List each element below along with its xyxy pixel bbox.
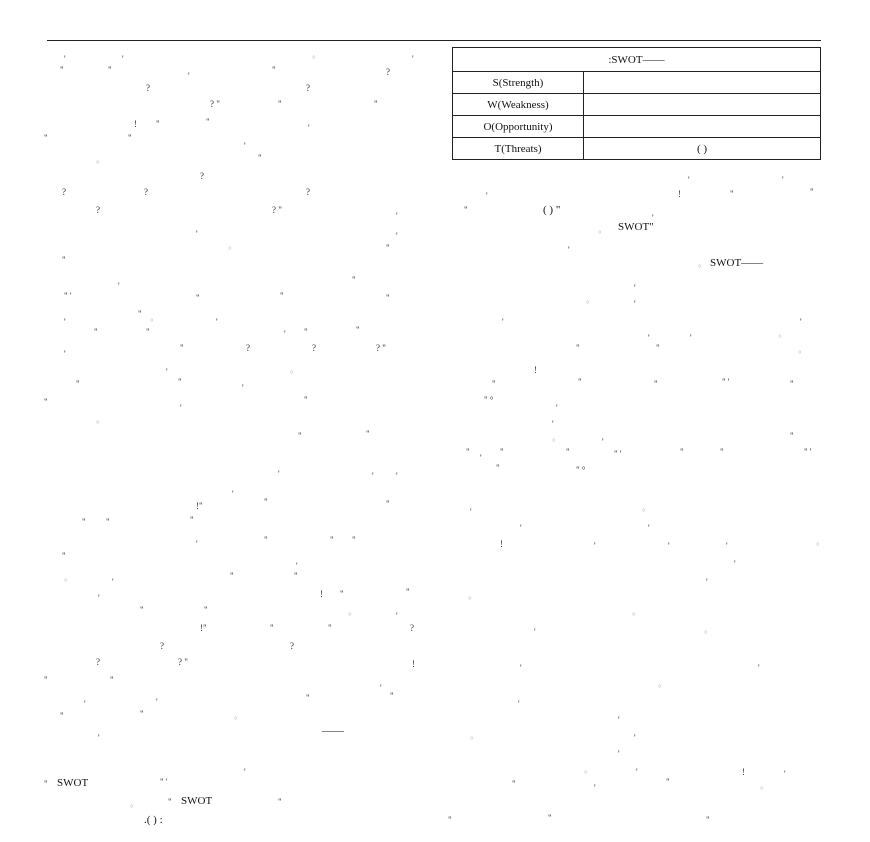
noise-mark: ' xyxy=(784,769,786,779)
noise-mark: ' xyxy=(602,437,604,447)
noise-mark: ' xyxy=(534,627,536,637)
noise-mark: " xyxy=(406,587,410,597)
noise-mark: ! xyxy=(500,539,503,549)
noise-mark: " xyxy=(680,447,684,457)
noise-mark: ' xyxy=(706,577,708,587)
noise-mark: ' xyxy=(480,453,482,463)
noise-mark: ' xyxy=(734,559,736,569)
noise-mark: " xyxy=(492,379,496,389)
noise-mark: " xyxy=(44,133,48,143)
swot-dash-text: SWOT—— xyxy=(710,257,764,269)
noise-mark: " xyxy=(706,815,710,825)
noise-mark: ° xyxy=(96,419,100,429)
noise-mark: ? xyxy=(96,205,100,215)
noise-mark: " xyxy=(578,377,582,387)
noise-mark: ' xyxy=(634,299,636,309)
noise-mark: " xyxy=(264,497,268,507)
paren-bottom-text: .( ) : xyxy=(144,814,163,826)
noise-mark: ' xyxy=(690,333,692,343)
noise-mark: ' xyxy=(594,783,596,793)
noise-mark: ' xyxy=(568,245,570,255)
noise-mark: ' xyxy=(648,523,650,533)
noise-mark: " xyxy=(110,675,114,685)
noise-mark: ' xyxy=(380,683,382,693)
noise-mark: ° xyxy=(234,715,238,725)
noise-mark: " xyxy=(270,623,274,633)
noise-mark: ' xyxy=(556,403,558,413)
noise-mark: " xyxy=(352,535,356,545)
noise-mark: " xyxy=(656,343,660,353)
noise-mark: " xyxy=(306,693,310,703)
noise-mark: " xyxy=(500,447,504,457)
noise-mark: ? xyxy=(410,623,414,633)
noise-mark: " xyxy=(328,623,332,633)
noise-mark: " xyxy=(94,327,98,337)
noise-mark: ' xyxy=(242,383,244,393)
noise-mark: " xyxy=(386,499,390,509)
noise-mark: " xyxy=(44,779,48,789)
noise-mark: ° xyxy=(584,769,588,779)
noise-mark: ? xyxy=(160,641,164,651)
noise-mark: ' xyxy=(64,349,66,359)
swot-table-title: :SWOT—— xyxy=(453,48,821,72)
noise-mark: " xyxy=(44,397,48,407)
noise-mark: " xyxy=(790,431,794,441)
noise-mark: " xyxy=(60,65,64,75)
noise-mark: ° xyxy=(816,541,820,551)
noise-mark: ' xyxy=(396,611,398,621)
noise-mark: ' xyxy=(412,54,414,64)
noise-mark: " ' xyxy=(614,449,622,459)
noise-mark: " xyxy=(654,379,658,389)
noise-mark: " xyxy=(340,589,344,599)
swot-table xyxy=(452,47,821,160)
noise-mark: " xyxy=(790,379,794,389)
noise-mark: ' xyxy=(396,211,398,221)
noise-mark: " xyxy=(206,117,210,127)
noise-mark: " ' xyxy=(64,291,72,301)
noise-mark: ' xyxy=(618,715,620,725)
noise-mark: ? " xyxy=(178,657,188,667)
noise-mark: " xyxy=(190,515,194,525)
noise-mark: " xyxy=(280,291,284,301)
noise-mark: ! xyxy=(320,589,323,599)
noise-mark: " xyxy=(374,99,378,109)
noise-mark: " xyxy=(386,243,390,253)
noise-mark: ' xyxy=(636,767,638,777)
noise-mark: ' xyxy=(308,123,310,133)
swot-row-threats xyxy=(453,138,821,160)
noise-mark: ' xyxy=(726,541,728,551)
noise-mark: ! xyxy=(678,189,681,199)
noise-mark: " xyxy=(548,813,552,823)
swot-value-weakness xyxy=(584,94,821,116)
noise-mark: " xyxy=(304,395,308,405)
noise-mark: " xyxy=(810,187,814,197)
noise-mark: ' xyxy=(98,733,100,743)
noise-mark: ' xyxy=(232,489,234,499)
noise-mark: " xyxy=(146,327,150,337)
noise-mark: " xyxy=(178,377,182,387)
noise-mark: !" xyxy=(200,623,207,633)
noise-mark: " xyxy=(76,379,80,389)
noise-mark: ' xyxy=(296,561,298,571)
noise-mark: ? xyxy=(306,187,310,197)
swot-quote-text: SWOT" xyxy=(618,221,654,233)
noise-mark: ' xyxy=(758,663,760,673)
noise-mark: ' xyxy=(396,231,398,241)
noise-mark: ° xyxy=(598,229,602,239)
noise-mark: ' xyxy=(84,699,86,709)
noise-mark: ° xyxy=(130,803,134,813)
noise-mark: ' xyxy=(64,54,66,64)
swot-left-text: SWOT xyxy=(57,777,89,789)
noise-mark: " xyxy=(356,325,360,335)
noise-mark: ° xyxy=(632,611,636,621)
noise-mark: !" xyxy=(196,501,203,511)
top-rule xyxy=(47,40,821,41)
noise-mark: ' xyxy=(502,317,504,327)
noise-mark: ° xyxy=(698,263,702,273)
dash-mid-text: —— xyxy=(322,725,344,737)
noise-mark: ' xyxy=(668,541,670,551)
noise-mark: ' xyxy=(244,767,246,777)
swot-row-strength xyxy=(453,72,821,94)
noise-mark: ' xyxy=(372,471,374,481)
swot-left-text-2: SWOT xyxy=(181,795,213,807)
noise-mark: " xyxy=(330,535,334,545)
noise-mark: ? xyxy=(146,83,150,93)
noise-mark: ' xyxy=(196,229,198,239)
noise-mark: ' xyxy=(156,697,158,707)
noise-mark: " xyxy=(140,605,144,615)
noise-mark: " xyxy=(464,205,468,215)
swot-table-title-row xyxy=(453,48,821,72)
noise-mark: ? xyxy=(246,343,250,353)
swot-row-opportunity xyxy=(453,116,821,138)
noise-mark: " xyxy=(156,119,160,129)
noise-mark: " xyxy=(294,571,298,581)
noise-mark: ° xyxy=(552,437,556,447)
noise-mark: ? xyxy=(62,187,66,197)
noise-mark: " xyxy=(448,815,452,825)
noise-mark: ? xyxy=(312,343,316,353)
noise-mark: ' xyxy=(486,191,488,201)
swot-value-strength xyxy=(584,72,821,94)
noise-mark: ? " xyxy=(210,99,220,109)
noise-mark: ° xyxy=(586,299,590,309)
noise-mark: " xyxy=(730,189,734,199)
noise-mark: ? xyxy=(290,641,294,651)
noise-mark: ' xyxy=(618,749,620,759)
noise-mark: " ° xyxy=(576,465,586,475)
noise-mark: " xyxy=(666,777,670,787)
noise-mark: " xyxy=(128,133,132,143)
noise-mark: ' xyxy=(112,577,114,587)
noise-mark: ' xyxy=(64,317,66,327)
noise-mark: " xyxy=(180,343,184,353)
noise-mark: " xyxy=(366,429,370,439)
noise-mark: " ° xyxy=(484,395,494,405)
noise-mark: " xyxy=(230,571,234,581)
swot-value-threats: ( ) xyxy=(584,138,821,160)
noise-mark: ° xyxy=(290,369,294,379)
noise-mark: ' xyxy=(800,317,802,327)
noise-mark: ° xyxy=(468,595,472,605)
noise-mark: " xyxy=(566,447,570,457)
noise-mark: " xyxy=(466,447,470,457)
noise-mark: " xyxy=(390,691,394,701)
swot-label-weakness: W(Weakness) xyxy=(453,94,584,116)
swot-value-opportunity xyxy=(584,116,821,138)
noise-mark: ? xyxy=(144,187,148,197)
noise-mark: ° xyxy=(150,317,154,327)
noise-mark: ' xyxy=(518,699,520,709)
noise-mark: ' xyxy=(98,593,100,603)
noise-mark: " xyxy=(106,517,110,527)
noise-mark: " xyxy=(196,293,200,303)
noise-mark: ' xyxy=(782,175,784,185)
noise-mark: " xyxy=(168,797,172,807)
noise-mark: " xyxy=(298,431,302,441)
noise-mark: " xyxy=(108,65,112,75)
noise-mark: " xyxy=(278,99,282,109)
noise-mark: ' xyxy=(688,175,690,185)
noise-mark: " xyxy=(278,797,282,807)
noise-mark: ' xyxy=(122,54,124,64)
noise-mark: ' xyxy=(244,141,246,151)
noise-mark: ' xyxy=(284,329,286,339)
noise-mark: ° xyxy=(642,507,646,517)
noise-mark: ° xyxy=(760,785,764,795)
noise-mark: ' xyxy=(652,213,654,223)
noise-mark: ° xyxy=(228,245,232,255)
noise-mark: " xyxy=(258,153,262,163)
noise-mark: ' xyxy=(594,541,596,551)
noise-mark: ? xyxy=(386,67,390,77)
noise-mark: ' xyxy=(520,523,522,533)
noise-mark: ! xyxy=(412,659,415,669)
noise-mark: ° xyxy=(704,629,708,639)
noise-mark: ° xyxy=(778,333,782,343)
noise-mark: ' xyxy=(520,663,522,673)
noise-mark: ' xyxy=(278,469,280,479)
swot-label-strength: S(Strength) xyxy=(453,72,584,94)
noise-mark: " ' xyxy=(722,377,730,387)
noise-mark: ' xyxy=(180,403,182,413)
noise-mark: ' xyxy=(396,471,398,481)
noise-mark: " xyxy=(272,65,276,75)
noise-mark: ° xyxy=(348,611,352,621)
noise-mark: ' xyxy=(118,281,120,291)
noise-mark: " xyxy=(576,343,580,353)
noise-mark: " ' xyxy=(804,447,812,457)
noise-mark: ' xyxy=(196,539,198,549)
noise-mark: ° xyxy=(798,349,802,359)
noise-mark: ? xyxy=(96,657,100,667)
noise-mark: " xyxy=(82,517,86,527)
noise-mark: ' xyxy=(648,333,650,343)
noise-mark: ° xyxy=(64,577,68,587)
noise-mark: " xyxy=(140,709,144,719)
noise-mark: " ' xyxy=(160,777,168,787)
noise-mark: ' xyxy=(216,317,218,327)
noise-mark: ! xyxy=(534,365,537,375)
noise-mark: ? " xyxy=(272,205,282,215)
noise-mark: " xyxy=(62,255,66,265)
noise-mark: " xyxy=(264,535,268,545)
swot-label-opportunity: O(Opportunity) xyxy=(453,116,584,138)
noise-mark: " xyxy=(386,293,390,303)
noise-mark: " xyxy=(44,675,48,685)
noise-mark: ' xyxy=(634,733,636,743)
noise-mark: " xyxy=(496,463,500,473)
noise-mark: ? " xyxy=(376,343,386,353)
noise-mark: ? xyxy=(200,171,204,181)
noise-mark: ! xyxy=(134,119,137,129)
paren-right-text: ( ) " xyxy=(543,204,561,216)
noise-mark: " xyxy=(138,309,142,319)
noise-mark: " xyxy=(352,275,356,285)
noise-mark: ° xyxy=(96,159,100,169)
noise-mark: " xyxy=(720,447,724,457)
swot-row-weakness xyxy=(453,94,821,116)
noise-mark: " xyxy=(304,327,308,337)
noise-mark: " xyxy=(60,711,64,721)
noise-mark: ' xyxy=(166,367,168,377)
noise-mark: " xyxy=(204,605,208,615)
noise-mark: ° xyxy=(658,683,662,693)
noise-mark: ' xyxy=(552,419,554,429)
noise-mark: " xyxy=(62,551,66,561)
noise-mark: ° xyxy=(470,735,474,745)
noise-mark: ' xyxy=(634,283,636,293)
noise-mark: ° xyxy=(312,54,316,64)
noise-mark: ' xyxy=(470,507,472,517)
noise-mark: ? xyxy=(306,83,310,93)
noise-mark: " xyxy=(512,779,516,789)
noise-mark: ! xyxy=(742,767,745,777)
swot-label-threats: T(Threats) xyxy=(453,138,584,160)
noise-mark: ' xyxy=(188,71,190,81)
